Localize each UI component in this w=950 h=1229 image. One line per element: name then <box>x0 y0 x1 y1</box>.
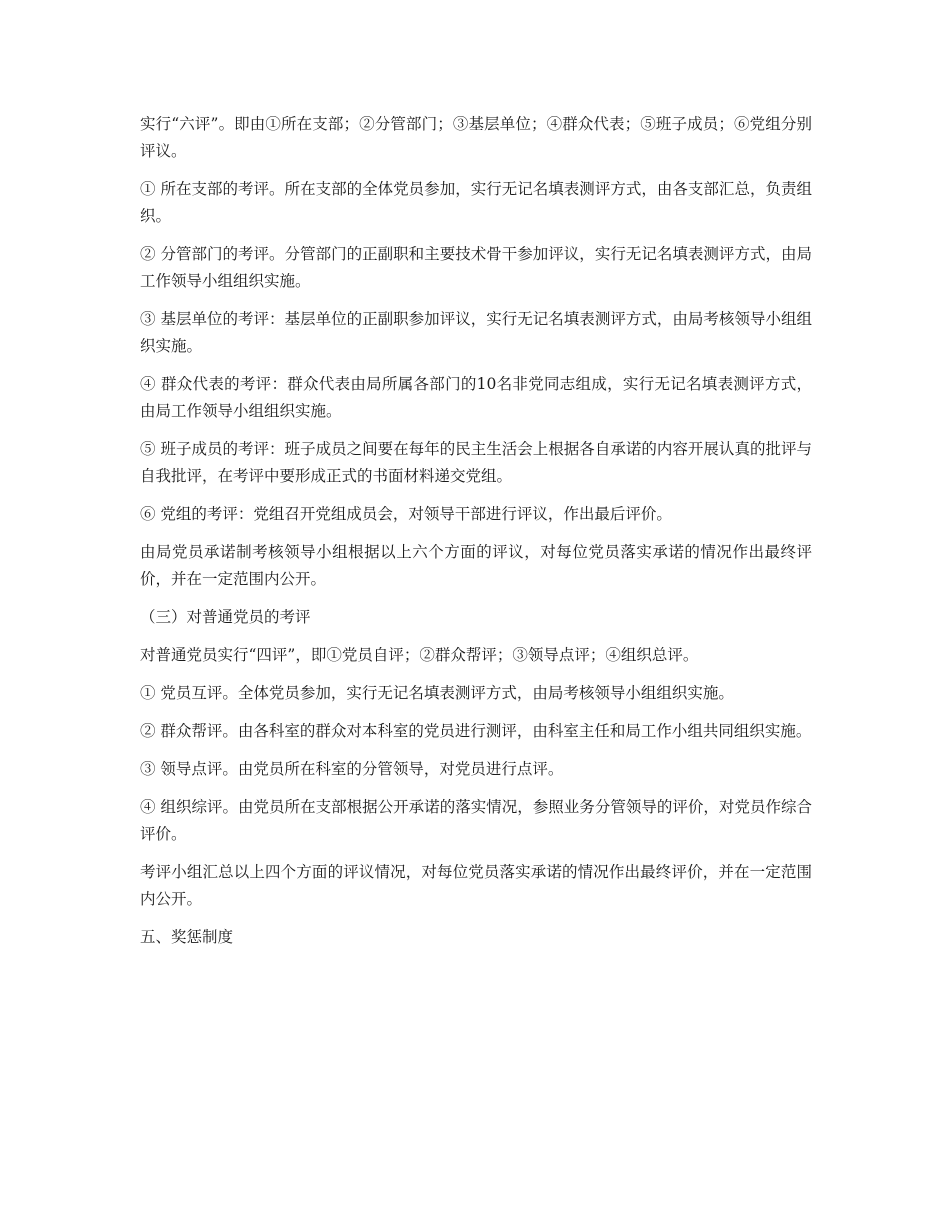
paragraph-member-mutual-evaluation: ① 党员互评。全体党员参加，实行无记名填表测评方式，由局考核领导小组组织实施。 <box>140 684 734 702</box>
section-heading-ordinary-members: （三）对普通党员的考评 <box>140 608 311 626</box>
paragraph-final-evaluation-four: 考评小组汇总以上四个方面的评议情况，对每位党员落实承诺的情况作出最终评价，并在一定范围内公开。 <box>140 863 812 908</box>
document-body <box>140 111 812 962</box>
section-heading-rewards-penalties: 五、奖惩制度 <box>140 928 234 946</box>
paragraph-final-evaluation-six: 由局党员承诺制考核领导小组根据以上六个方面的评议，对每位党员落实承诺的情况作出最终评价，并在一定范围内公开。 <box>140 543 812 588</box>
paragraph-public-representative-evaluation: ④ 群众代表的考评：群众代表由局所属各部门的10名非党同志组成，实行无记名填表测评方式，由局工作领导小组组织实施。 <box>140 375 812 420</box>
paragraph-grassroots-evaluation: ③ 基层单位的考评：基层单位的正副职参加评议，实行无记名填表测评方式，由局考核领导小组组织实施。 <box>140 310 812 355</box>
paragraph-branch-evaluation: ① 所在支部的考评。所在支部的全体党员参加，实行无记名填表测评方式，由各支部汇总，负责组织。 <box>140 180 812 225</box>
paragraph-department-evaluation: ② 分管部门的考评。分管部门的正副职和主要技术骨干参加评议，实行无记名填表测评方式，由局工作领导小组组织实施。 <box>140 245 812 290</box>
paragraph-organization-evaluation: ④ 组织综评。由党员所在支部根据公开承诺的落实情况，参照业务分管领导的评价，对党员作综合评价。 <box>140 798 812 843</box>
paragraph-team-member-evaluation: ⑤ 班子成员的考评：班子成员之间要在每年的民主生活会上根据各自承诺的内容开展认真的批评与自我批评，在考评中要形成正式的书面材料递交党组。 <box>140 440 812 485</box>
paragraph-six-evaluations: 实行“六评”。即由①所在支部；②分管部门；③基层单位；④群众代表；⑤班子成员；⑥党组分别评议。 <box>140 115 812 160</box>
paragraph-four-evaluations: 对普通党员实行“四评”，即①党员自评；②群众帮评；③领导点评；④组织总评。 <box>140 646 699 664</box>
paragraph-party-group-evaluation: ⑥ 党组的考评：党组召开党组成员会，对领导干部进行评议，作出最后评价。 <box>140 505 672 523</box>
paragraph-leader-comment: ③ 领导点评。由党员所在科室的分管领导，对党员进行点评。 <box>140 760 564 778</box>
paragraph-public-help-evaluation: ② 群众帮评。由各科室的群众对本科室的党员进行测评，由科室主任和局工作小组共同组织实施。 <box>140 722 812 740</box>
